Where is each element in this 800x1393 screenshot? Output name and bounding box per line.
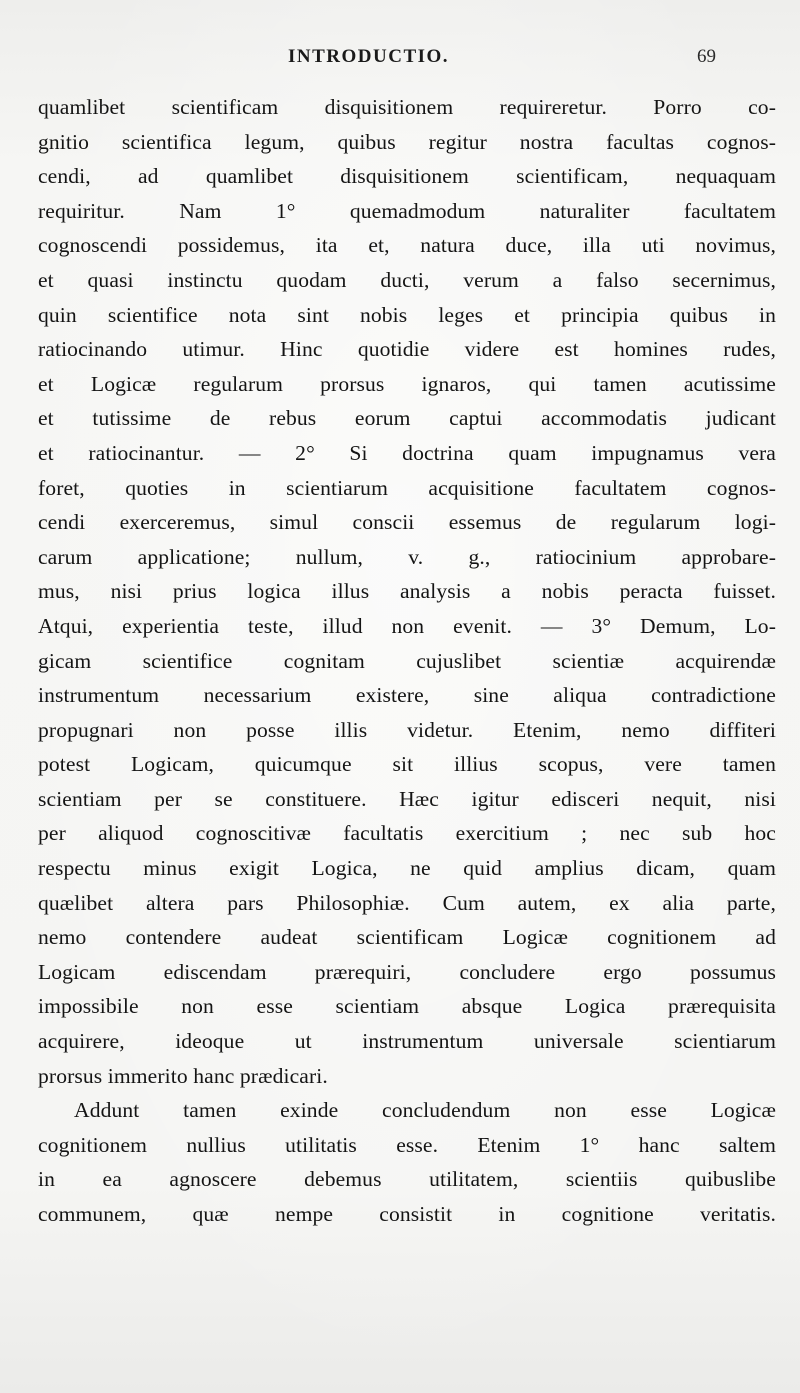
text-line: mus, nisi prius logica illus analysis a nobis peracta fuisset. [38, 579, 776, 604]
text-line: scientiam per se constituere. Hæc igitur edisceri nequit, nisi [38, 786, 776, 811]
text-line: propugnari non posse illis videtur. Etenim, nemo diffiteri [38, 717, 776, 742]
text-line: et quasi instinctu quodam ducti, verum a falso secernimus, [38, 267, 776, 292]
text-line: ratiocinando utimur. Hinc quotidie videre est homines rudes, [38, 337, 776, 362]
text-line: cognoscendi possidemus, ita et, natura duce, illa uti novimus, [38, 233, 776, 258]
running-title: INTRODUCTIO. [288, 46, 450, 67]
text-line: potest Logicam, quicumque sit illius scopus, vere tamen [38, 752, 776, 777]
text-line: requiritur. Nam 1° quemadmodum naturaliter facultatem [38, 198, 776, 223]
text-line: nemo contendere audeat scientificam Logicæ cognitionem ad [38, 925, 776, 950]
text-line: prorsus immerito hanc prædicari. [38, 1063, 328, 1088]
text-line: quin scientifice nota sint nobis leges et principia quibus in [38, 302, 776, 327]
text-line: et tutissime de rebus eorum captui accommodatis judicant [38, 406, 776, 431]
page-header [0, 38, 800, 78]
text-line: carum applicatione; nullum, v. g., ratiocinium approbare- [38, 544, 776, 569]
text-line: in ea agnoscere debemus utilitatem, scientiis quibuslibe [38, 1167, 776, 1192]
text-line: cognitionem nullius utilitatis esse. Etenim 1° hanc saltem [38, 1132, 776, 1157]
text-line: communem, quæ nempe consistit in cognitione veritatis. [38, 1202, 776, 1226]
text-line: Addunt tamen exinde concludendum non esse Logicæ [74, 1098, 776, 1123]
paragraph-2 [38, 1093, 776, 1231]
text-line: Logicam ediscendam prærequiri, concludere ergo possumus [38, 959, 776, 984]
text-line: acquirere, ideoque ut instrumentum universale scientiarum [38, 1029, 776, 1054]
body-text [38, 90, 776, 1232]
text-line: instrumentum necessarium existere, sine aliqua contradictione [38, 683, 776, 708]
text-line: et Logicæ regularum prorsus ignaros, qui tamen acutissime [38, 371, 776, 396]
text-line: cendi exerceremus, simul conscii essemus de regularum logi- [38, 510, 776, 535]
text-line: foret, quoties in scientiarum acquisitione facultatem cognos- [38, 475, 776, 500]
text-line: gicam scientifice cognitam cujuslibet scientiæ acquirendæ [38, 648, 776, 673]
page-number: 69 [697, 46, 716, 67]
text-line: impossibile non esse scientiam absque Logica prærequisita [38, 994, 776, 1019]
text-line: per aliquod cognoscitivæ facultatis exercitium ; nec sub hoc [38, 821, 776, 846]
text-line: gnitio scientifica legum, quibus regitur nostra facultas cognos- [38, 129, 776, 154]
text-line: cendi, ad quamlibet disquisitionem scientificam, nequaquam [38, 164, 776, 189]
text-line: Atqui, experientia teste, illud non evenit. — 3° Demum, Lo- [38, 613, 776, 638]
text-line: quælibet altera pars Philosophiæ. Cum autem, ex alia parte, [38, 890, 776, 915]
text-line: quamlibet scientificam disquisitionem requireretur. Porro co- [38, 95, 776, 119]
text-line: respectu minus exigit Logica, ne quid amplius dicam, quam [38, 856, 776, 881]
paragraph-1 [38, 90, 776, 1093]
text-line: et ratiocinantur. — 2° Si doctrina quam impugnamus vera [38, 440, 776, 465]
